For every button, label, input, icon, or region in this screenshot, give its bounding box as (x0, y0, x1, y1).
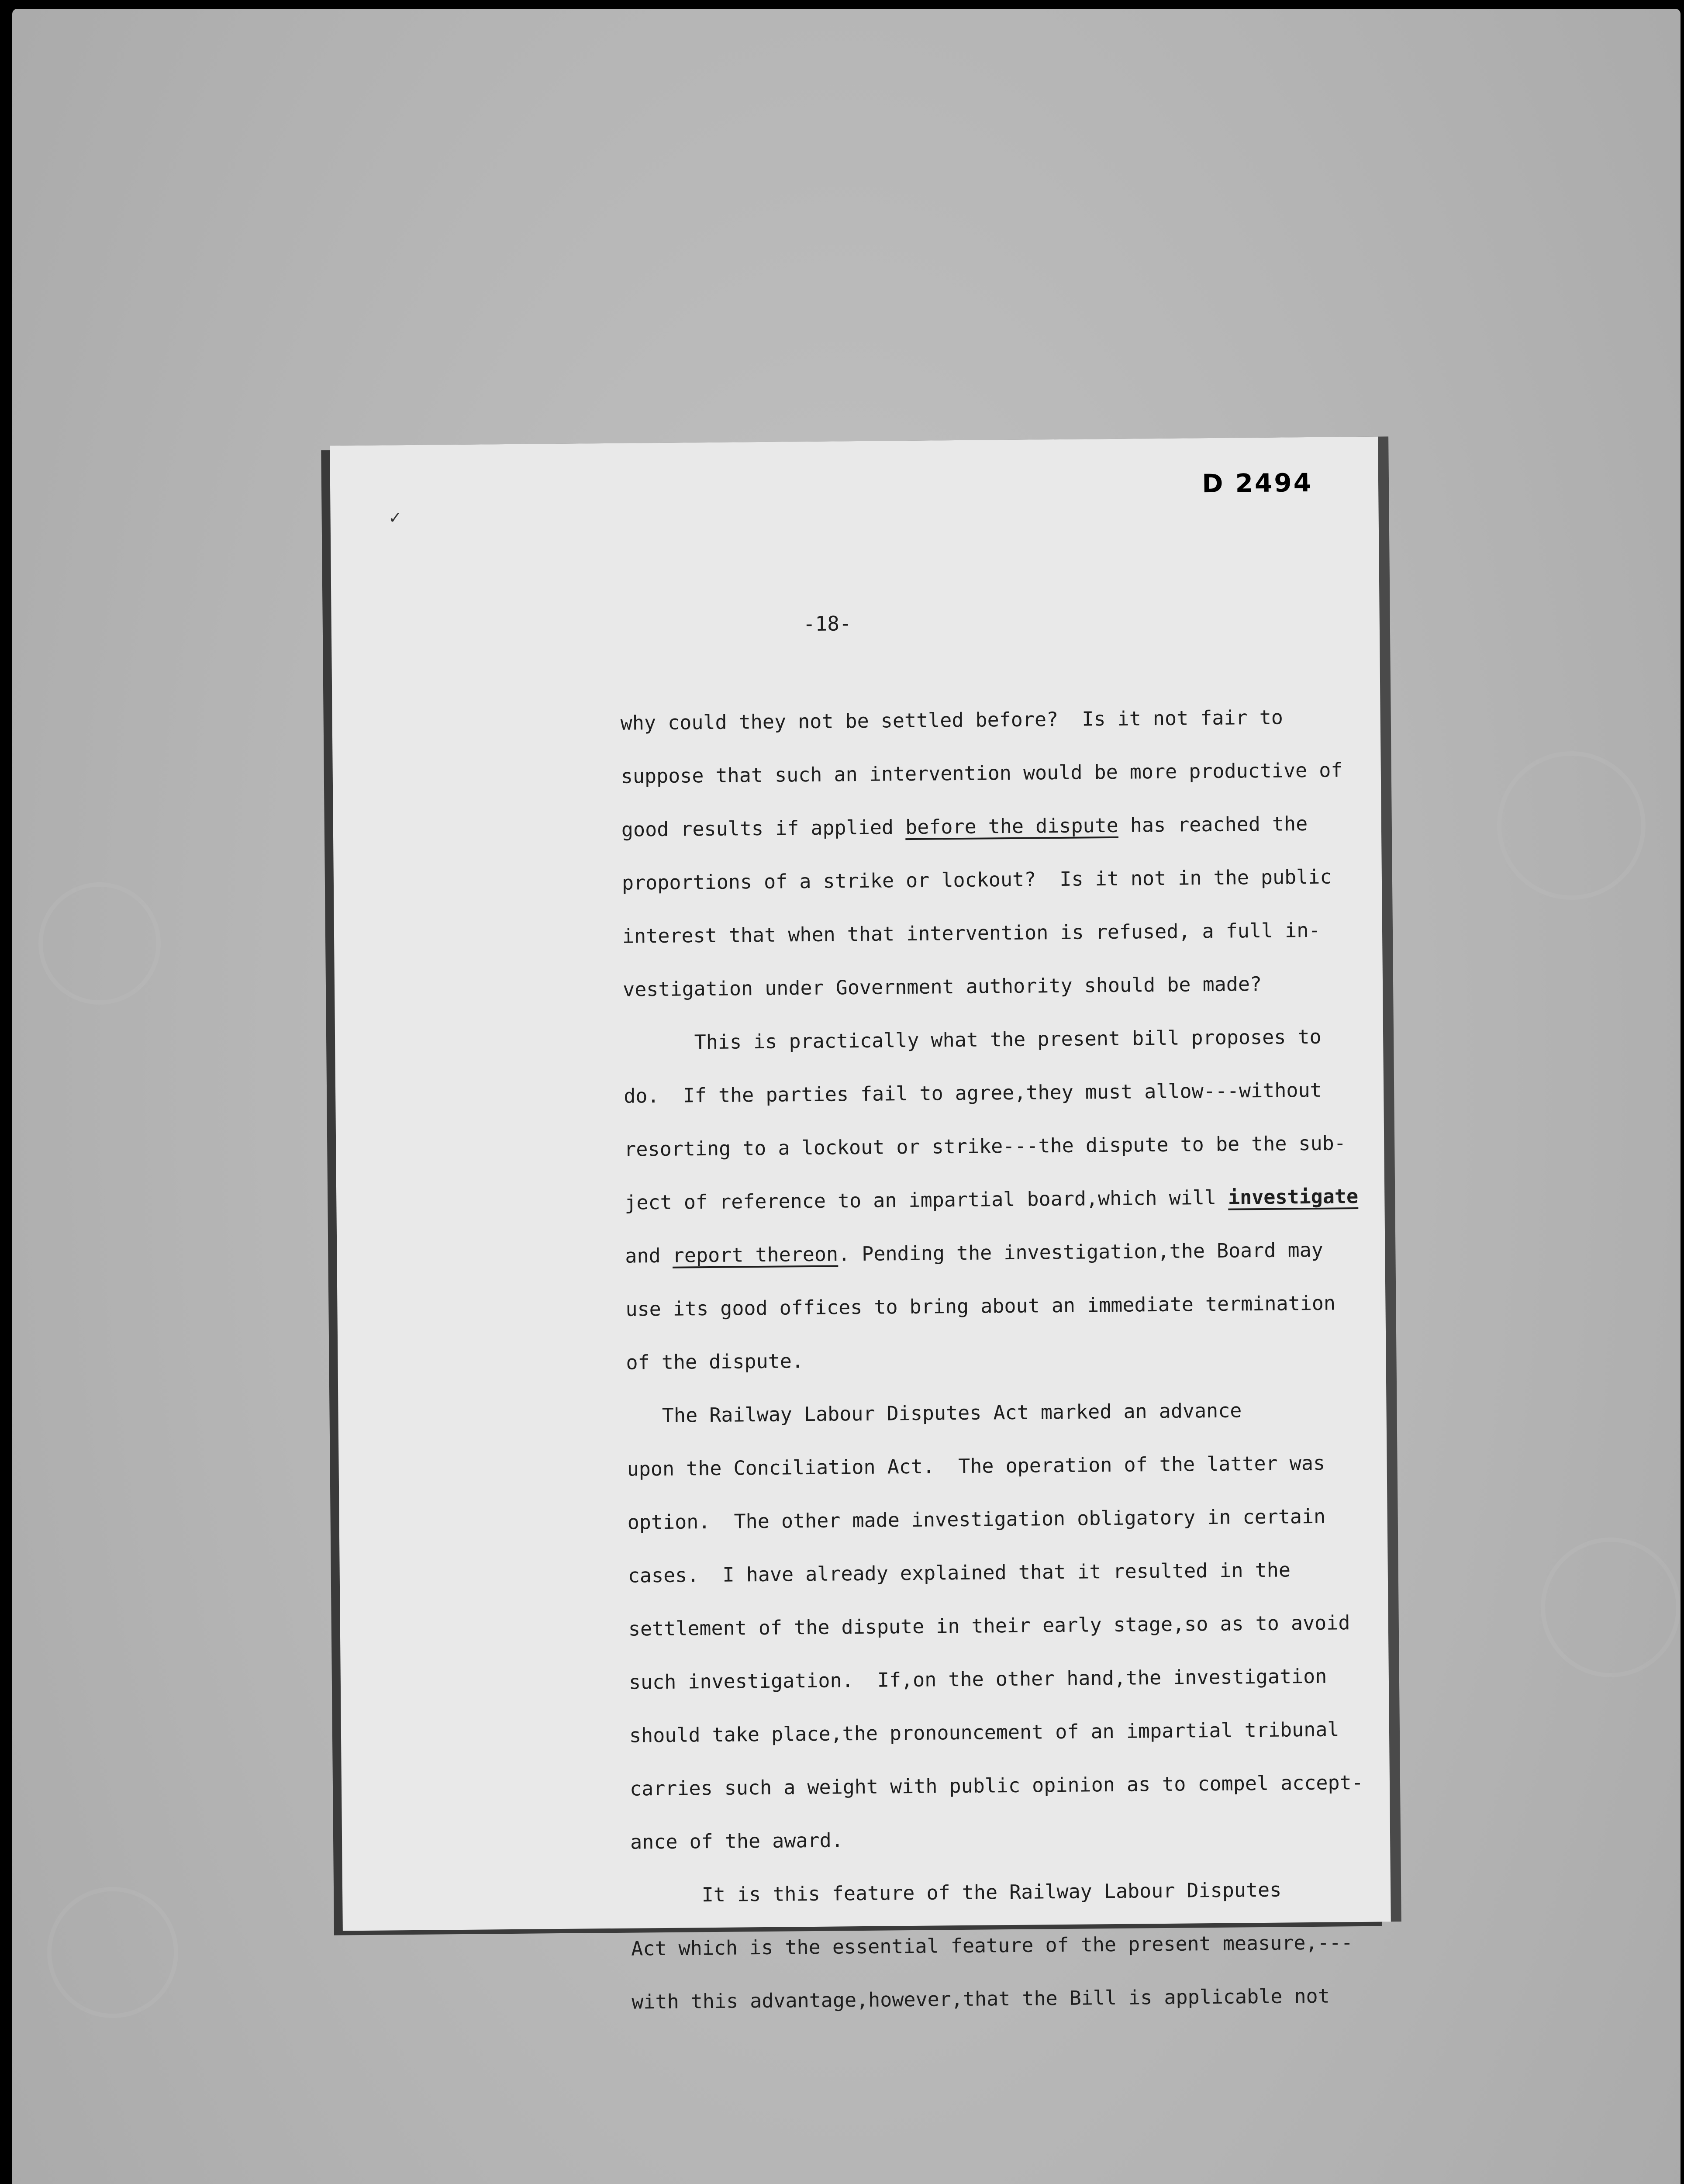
backdrop-texture (38, 882, 161, 1005)
text-segment: ject of reference to an impartial board,which will (625, 1185, 1228, 1214)
text-line: The Railway Labour Disputes Act marked an advance (626, 1399, 1242, 1427)
backdrop-texture (1541, 1538, 1681, 1677)
text-line: such investigation. If,on the other hand,the investigation (628, 1664, 1327, 1694)
text-line: why could they not be settled before? Is it not fair to (620, 705, 1284, 735)
text-segment: and (625, 1244, 673, 1268)
text-line: use its good offices to bring about an immediate termination (625, 1291, 1336, 1321)
text-line (621, 797, 1364, 857)
text-line: suppose that such an intervention would be more productive of (621, 758, 1343, 788)
body-text (620, 690, 1374, 2029)
text-line (625, 1170, 1367, 1230)
text-line: cases. I have already explained that it resulted in the (628, 1558, 1291, 1587)
text-segment: . Pending the investigation,the Board may (838, 1238, 1324, 1266)
underlined-phrase: report thereon (672, 1242, 839, 1267)
document-stamp: D 2494 (1201, 467, 1313, 499)
text-line: proportions of a strike or lockout? Is it not in the public (621, 865, 1332, 895)
backdrop-texture (47, 1887, 178, 2018)
text-line (625, 1223, 1368, 1283)
text-segment: has reached the (1118, 812, 1308, 837)
underlined-phrase: before the dispute (905, 813, 1118, 839)
text-line: resorting to a lockout or strike---the dispute to be the sub- (624, 1131, 1346, 1161)
text-line: ance of the award. (630, 1828, 844, 1854)
text-line: This is practically what the present bill proposes to (623, 1025, 1322, 1054)
underlined-phrase: investigate (1228, 1185, 1359, 1209)
text-line: Act which is the essential feature of the present measure,--- (631, 1931, 1353, 1960)
text-line: do. If the parties fail to agree,they must allow---without (623, 1078, 1322, 1108)
text-line: of the dispute. (626, 1349, 804, 1374)
text-line: should take place,the pronouncement of an impartial tribunal (629, 1717, 1339, 1747)
text-line: It is this feature of the Railway Labour Disputes (630, 1878, 1282, 1907)
text-line: settlement of the dispute in their early stage,so as to avoid (628, 1611, 1350, 1641)
text-segment: good results if applied (621, 816, 906, 841)
margin-check-mark: ✓ (389, 506, 401, 528)
text-line: carries such a weight with public opinion as to compel accept- (629, 1771, 1363, 1800)
text-line: option. The other made investigation obligatory in certain (627, 1504, 1326, 1534)
text-line: with this advantage,however,that the Bill is applicable not (632, 1984, 1330, 2014)
page-number: -18- (803, 612, 852, 636)
text-line: interest that when that intervention is refused, a full in- (622, 918, 1321, 948)
backdrop-texture (1497, 751, 1646, 900)
typewritten-page (330, 437, 1391, 2014)
text-line: upon the Conciliation Act. The operation of the latter was (627, 1451, 1325, 1481)
text-line: vestigation under Government authority should be made? (622, 972, 1262, 1001)
